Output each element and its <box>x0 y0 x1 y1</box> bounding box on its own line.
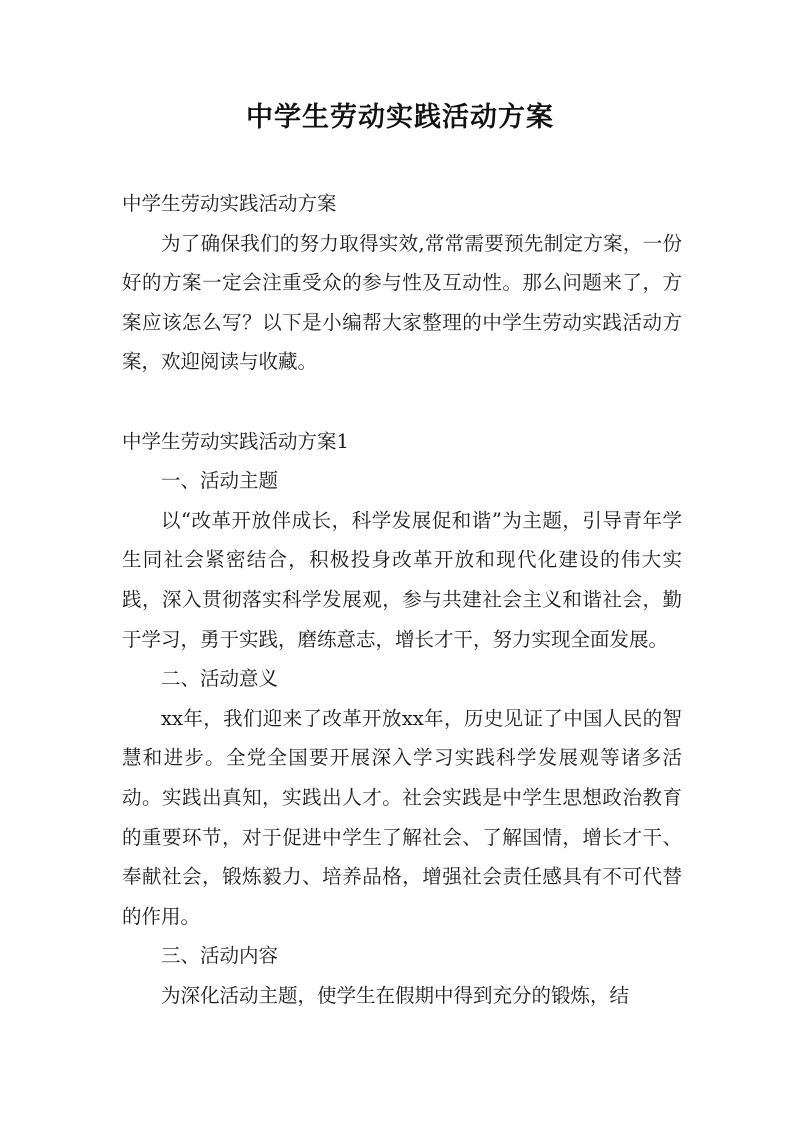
subsection-1-heading: 一、活动主题 <box>161 469 279 493</box>
document-title: 中学生劳动实践活动方案 <box>246 102 554 133</box>
intro-heading: 中学生劳动实践活动方案 <box>122 192 337 215</box>
document-body <box>122 184 682 1015</box>
subsection-2-heading: 二、活动意义 <box>161 667 279 691</box>
subsection-3-heading: 三、活动内容 <box>161 944 279 968</box>
subsection-2-paragraph: xx年，我们迎来了改革开放xx年，历史见证了中国人民的智慧和进步。全党全国要开展深入学习实践科学发展观等诸多活动。实践出真知，实践出人才。社会实践是中学生思想政治教育的重要环节，对于促进中学生了解社会、了解国情，增长才干、奉献社会，锻炼毅力、培养品格，增强社会责任感具有不可代替的作用。 <box>122 706 682 928</box>
subsection-3-paragraph: 为深化活动主题，使学生在假期中得到充分的锻炼，结 <box>161 983 630 1007</box>
section-1-heading: 中学生劳动实践活动方案1 <box>122 429 349 453</box>
paragraph-gap <box>122 382 682 422</box>
intro-paragraph: 为了确保我们的努力取得实效,常常需要预先制定方案，一份好的方案一定会注重受众的参与性及互动性。那么问题来了，方案应该怎么写？以下是小编帮大家整理的中学生劳动实践活动方案，欢迎阅读与收藏。 <box>122 231 682 374</box>
subsection-1-paragraph: 以“改革开放伴成长，科学发展促和谐”为主题，引导青年学生同社会紧密结合，积极投身改革开放和现代化建设的伟大实践，深入贯彻落实科学发展观，参与共建社会主义和谐社会，勤于学习，勇于实践，磨练意志，增长才干，努力实现全面发展。 <box>122 508 682 651</box>
